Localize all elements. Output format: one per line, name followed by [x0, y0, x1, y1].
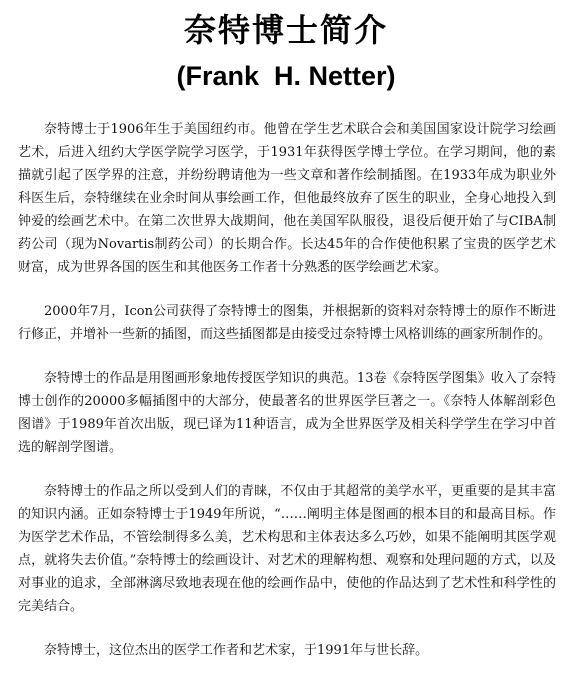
- document-body: [18, 118, 556, 662]
- page-subtitle: (Frank H. Netter): [176, 61, 396, 91]
- paragraph-works: 奈特博士的作品是用图画形象地传授医学知识的典范。13卷《奈特医学图集》收入了奈特博士创作的20000多幅插图中的大部分，使最著名的世界医学巨著之一。《奈特人体解剖彩色图谱》于1989年首次出版，现已译为11种语言，成为全世界医学及相关科学学生在学习中首选的解剖学图谱。: [18, 371, 556, 455]
- paragraph-biography: 奈特博士于1906年生于美国纽约市。他曾在学生艺术联合会和美国国家设计院学习绘画艺术，后进入纽约大学医学院学习医学，于1931年获得医学博士学位。在学习期间，他的素描就引起了医学界的注意，并纷纷聘请他为一些文章和著作绘制插图。在1933年成为职业外科医生后，奈特继续在业余时间从事绘画工作，但他最终放弃了医生的职业，全身心地投入到钟爱的绘画艺术中。在第二次世界大战期间，他在美国军队服役，退役后便开始了与CIBA制药公司（现为Novartis制药公司）的长期合作。长达45年的合作使他积累了宝贵的医学艺术财富，成为世界各国的医生和其他医务工作者十分熟悉的医学绘画艺术家。: [18, 122, 556, 275]
- page-title: 奈特博士简介: [183, 11, 388, 49]
- paragraph-death: 奈特博士，这位杰出的医学工作者和艺术家，于1991年与世长辞。: [44, 643, 429, 658]
- paragraph-philosophy: 奈特博士的作品之所以受到人们的青睐，不仅由于其超常的美学水平，更重要的是其丰富的知识内涵。正如奈特博士于1949年所说，“……阐明主体是图画的根本目的和最高目标。作为医学艺术作品，不管绘制得多么美，艺术构思和主体表达多么巧妙，如果不能阐明其医学观点，就将失去价值。”奈特博士的绘画设计、对艺术的理解构想、观察和处理问题的方式，以及对事业的追求，全部淋漓尽致地表现在他的绘画作品中，使他的作品达到了艺术性和科学性的完美结合。: [18, 484, 556, 614]
- paragraph-icon-revision: 2000年7月，Icon公司获得了奈特博士的图集，并根据新的资料对奈特博士的原作不断进行修正，并增补一些新的插图，而这些插图都是由接受过奈特博士风格训练的画家所制作的。: [18, 304, 556, 342]
